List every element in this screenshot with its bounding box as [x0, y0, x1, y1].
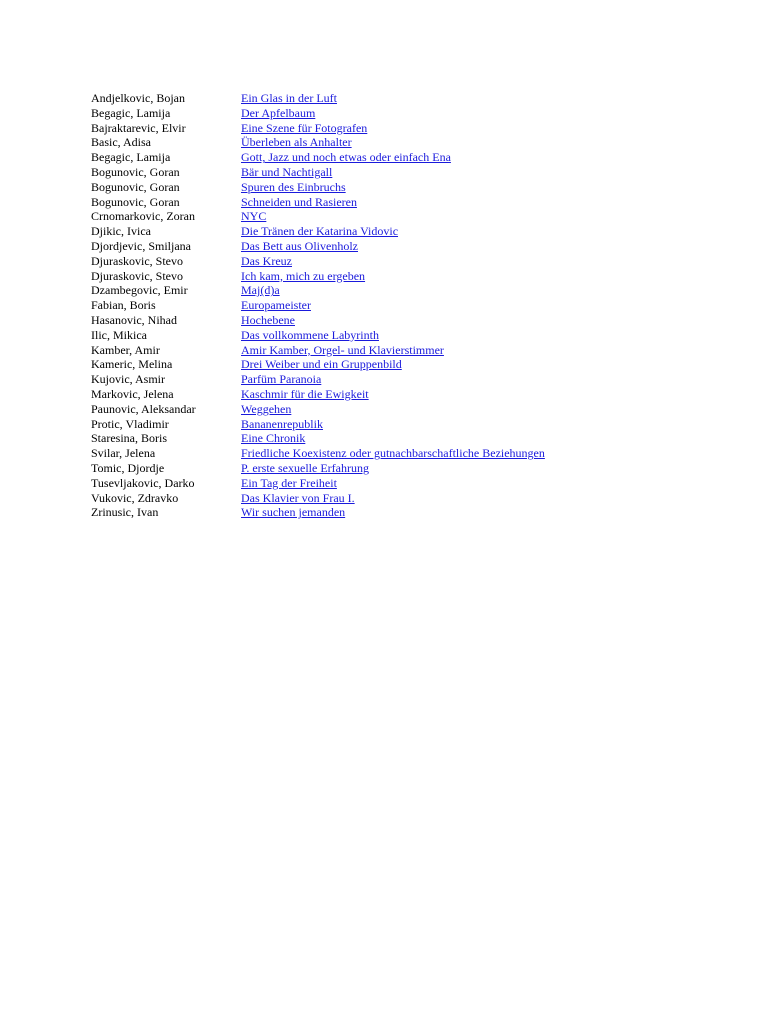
- list-item: [91, 180, 731, 195]
- author-name: Dzambegovic, Emir: [91, 283, 188, 298]
- list-item: [91, 476, 731, 491]
- list-item: [91, 357, 731, 372]
- list-item: [91, 121, 731, 136]
- author-name: Djuraskovic, Stevo: [91, 268, 183, 283]
- list-item: [91, 165, 731, 180]
- story-title-link[interactable]: Ein Tag der Freiheit: [241, 475, 337, 490]
- author-name: Begagic, Lamija: [91, 150, 171, 165]
- author-name: Crnomarkovic, Zoran: [91, 209, 195, 224]
- author-title-list: [91, 91, 731, 520]
- author-name: Tomic, Djordje: [91, 460, 165, 475]
- author-name: Kameric, Melina: [91, 357, 173, 372]
- author-name: Bogunovic, Goran: [91, 164, 180, 179]
- list-item: [91, 446, 731, 461]
- author-name: Djuraskovic, Stevo: [91, 253, 183, 268]
- author-name: Zrinusic, Ivan: [91, 505, 159, 520]
- story-title-link[interactable]: Spuren des Einbruchs: [241, 179, 346, 194]
- author-name: Djikic, Ivica: [91, 224, 151, 239]
- author-name: Ilic, Mikica: [91, 327, 147, 342]
- story-title-link[interactable]: Kaschmir für die Ewigkeit: [241, 386, 369, 401]
- story-title-link[interactable]: Ich kam, mich zu ergeben: [241, 268, 366, 283]
- story-title-link[interactable]: Drei Weiber und ein Gruppenbild: [241, 357, 402, 372]
- story-title-link[interactable]: Maj(d)a: [241, 283, 280, 298]
- list-item: [91, 224, 731, 239]
- author-name: Bogunovic, Goran: [91, 194, 180, 209]
- author-name: Begagic, Lamija: [91, 105, 171, 120]
- author-name: Djordjevic, Smiljana: [91, 238, 191, 253]
- list-item: [91, 505, 731, 520]
- list-item: [91, 254, 731, 269]
- list-item: [91, 417, 731, 432]
- author-name: Svilar, Jelena: [91, 446, 156, 461]
- list-item: [91, 195, 731, 210]
- story-title-link[interactable]: Das Klavier von Frau I.: [241, 490, 355, 505]
- list-item: [91, 313, 731, 328]
- list-item: [91, 491, 731, 506]
- story-title-link[interactable]: Ein Glas in der Luft: [241, 91, 337, 105]
- story-title-link[interactable]: Überleben als Anhalter: [241, 135, 352, 150]
- story-title-link[interactable]: Europameister: [241, 298, 311, 313]
- list-item: [91, 387, 731, 402]
- list-item: [91, 91, 731, 106]
- author-name: Hasanovic, Nihad: [91, 312, 177, 327]
- story-title-link[interactable]: Der Apfelbaum: [241, 105, 316, 120]
- story-title-link[interactable]: Eine Chronik: [241, 431, 306, 446]
- list-item: [91, 283, 731, 298]
- story-title-link[interactable]: Hochebene: [241, 312, 295, 327]
- list-item: [91, 150, 731, 165]
- list-item: [91, 209, 731, 224]
- story-title-link[interactable]: NYC: [241, 209, 267, 224]
- list-item: [91, 402, 731, 417]
- list-item: [91, 431, 731, 446]
- list-item: [91, 372, 731, 387]
- story-title-link[interactable]: Das vollkommene Labyrinth: [241, 327, 379, 342]
- story-title-link[interactable]: Schneiden und Rasieren: [241, 194, 357, 209]
- author-name: Andjelkovic, Bojan: [91, 91, 185, 105]
- list-item: [91, 106, 731, 121]
- list-item: [91, 328, 731, 343]
- author-name: Vukovic, Zdravko: [91, 490, 179, 505]
- story-title-link[interactable]: Die Tränen der Katarina Vidovic: [241, 224, 399, 239]
- story-title-link[interactable]: Weggehen: [241, 401, 292, 416]
- story-title-link[interactable]: P. erste sexuelle Erfahrung: [241, 460, 369, 475]
- list-item: [91, 298, 731, 313]
- story-title-link[interactable]: Parfüm Paranoia: [241, 372, 322, 387]
- story-title-link[interactable]: Eine Szene für Fotografen: [241, 120, 368, 135]
- author-name: Kamber, Amir: [91, 342, 160, 357]
- story-title-link[interactable]: Amir Kamber, Orgel- und Klavierstimmer: [241, 342, 444, 357]
- author-name: Paunovic, Aleksandar: [91, 401, 196, 416]
- author-name: Fabian, Boris: [91, 298, 156, 313]
- author-name: Kujovic, Asmir: [91, 372, 165, 387]
- story-title-link[interactable]: Friedliche Koexistenz oder gutnachbarschaftliche Beziehungen: [241, 446, 545, 461]
- story-title-link[interactable]: Wir suchen jemanden: [241, 505, 346, 520]
- list-item: [91, 135, 731, 150]
- story-title-link[interactable]: Das Bett aus Olivenholz: [241, 238, 358, 253]
- list-item: [91, 269, 731, 284]
- story-title-link[interactable]: Bananenrepublik: [241, 416, 323, 431]
- author-name: Tusevljakovic, Darko: [91, 475, 195, 490]
- author-name: Bajraktarevic, Elvir: [91, 120, 186, 135]
- list-item: [91, 239, 731, 254]
- author-name: Bogunovic, Goran: [91, 179, 180, 194]
- author-name: Protic, Vladimir: [91, 416, 169, 431]
- author-name: Basic, Adisa: [91, 135, 151, 150]
- list-item: [91, 461, 731, 476]
- list-item: [91, 343, 731, 358]
- author-name: Markovic, Jelena: [91, 386, 174, 401]
- story-title-link[interactable]: Gott, Jazz und noch etwas oder einfach Ena: [241, 150, 451, 165]
- story-title-link[interactable]: Bär und Nachtigall: [241, 164, 333, 179]
- story-title-link[interactable]: Das Kreuz: [241, 253, 292, 268]
- author-name: Staresina, Boris: [91, 431, 167, 446]
